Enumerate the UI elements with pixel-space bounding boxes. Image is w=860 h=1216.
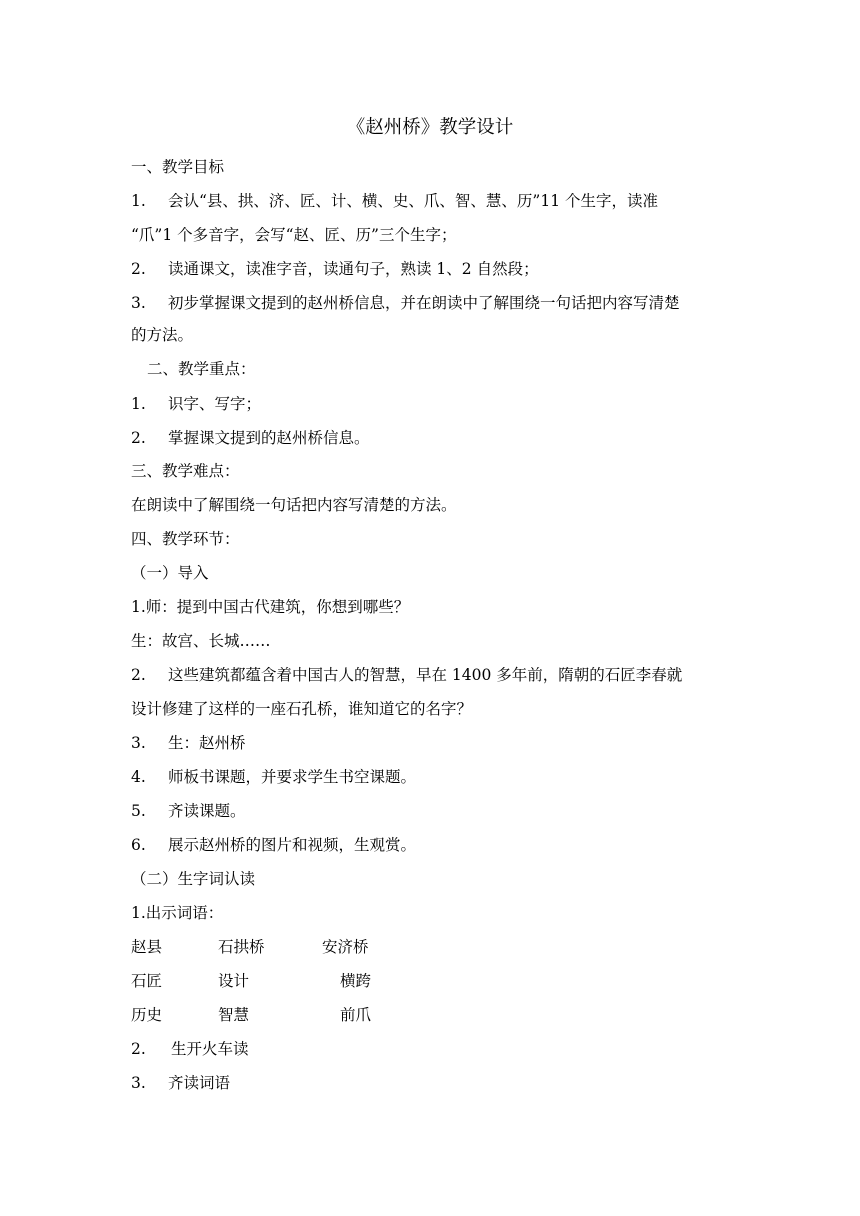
section-heading-difficulty: 三、教学难点： [131,462,240,480]
item-number: 3. [131,294,146,312]
goal-item-2 [131,259,539,279]
subsection-heading-vocabulary: （二）生字词认读 [131,870,256,888]
item-text: 掌握课文提到的赵州桥信息。 [168,429,370,447]
item-number: 2. [131,666,146,684]
item-number: 3. [131,1074,146,1092]
vocab-item-1: 1.出示词语： [131,904,224,922]
item-number: 2. [131,1040,146,1058]
goal-item-3-continued: 的方法。 [131,326,194,344]
word-cell: 石拱桥 [218,938,265,956]
word-cell: 前爪 [340,1006,372,1024]
item-text: 师板书课题，并要求学生书空课题。 [168,768,417,786]
intro-item-1-answer: 生：故宫、长城…… [131,632,271,650]
section-heading-goals: 一、教学目标 [131,158,225,176]
item-number: 3. [131,734,146,752]
word-cell: 石匠 [131,972,163,990]
item-text: 生开火车读 [171,1040,249,1058]
document-title: 《赵州桥》教学设计 [346,117,514,138]
item-number: 4. [131,768,146,786]
item-text: 识字、写字； [168,395,262,413]
word-cell: 安济桥 [322,938,369,956]
item-number: 2. [131,429,146,447]
intro-item-3 [131,733,246,753]
item-text: 初步掌握课文提到的赵州桥信息，并在朗读中了解围绕一句话把内容写清楚 [168,294,680,312]
vocab-item-3 [131,1073,230,1093]
word-cell: 历史 [131,1006,163,1024]
intro-item-5 [131,801,246,821]
item-number: 2. [131,260,146,278]
intro-item-2-continued: 设计修建了这样的一座石孔桥，谁知道它的名字？ [131,700,473,718]
item-text: 这些建筑都蕴含着中国古人的智慧，早在 1400 多年前，隋朝的石匠李春就 [168,666,683,684]
item-number: 1. [131,395,146,413]
item-number: 6. [131,836,146,854]
subsection-heading-intro: （一）导入 [131,564,209,582]
key-point-2 [131,428,370,448]
item-text: 生：赵州桥 [168,734,246,752]
goal-item-1 [131,191,658,211]
section-heading-steps: 四、教学环节： [131,530,240,548]
item-number: 5. [131,802,146,820]
intro-item-1: 1.师：提到中国古代建筑，你想到哪些？ [131,598,410,616]
item-text: 会认“县、拱、济、匠、计、横、史、爪、智、慧、历”11 个生字，读准 [168,192,659,210]
word-cell: 横跨 [340,972,372,990]
word-cell: 赵县 [131,938,163,956]
key-point-1 [131,394,261,414]
intro-item-6 [131,835,416,855]
intro-item-2 [131,665,682,685]
goal-item-3 [131,293,680,313]
intro-item-4 [131,767,416,787]
item-text: 展示赵州桥的图片和视频，生观赏。 [168,836,417,854]
difficulty-text: 在朗读中了解围绕一句话把内容写清楚的方法。 [131,496,457,514]
vocab-item-2 [131,1039,249,1059]
item-text: 齐读课题。 [168,802,246,820]
item-number: 1. [131,192,146,210]
item-text: 读通课文，读准字音，读通句子，熟读 1、2 自然段； [168,260,539,278]
item-text: 齐读词语 [168,1074,231,1092]
word-cell: 智慧 [218,1006,250,1024]
section-heading-key-points: 二、教学重点： [147,360,256,378]
goal-item-1-continued: “爪”1 个多音字，会写“赵、匠、历”三个生字； [131,226,457,244]
word-cell: 设计 [218,972,250,990]
